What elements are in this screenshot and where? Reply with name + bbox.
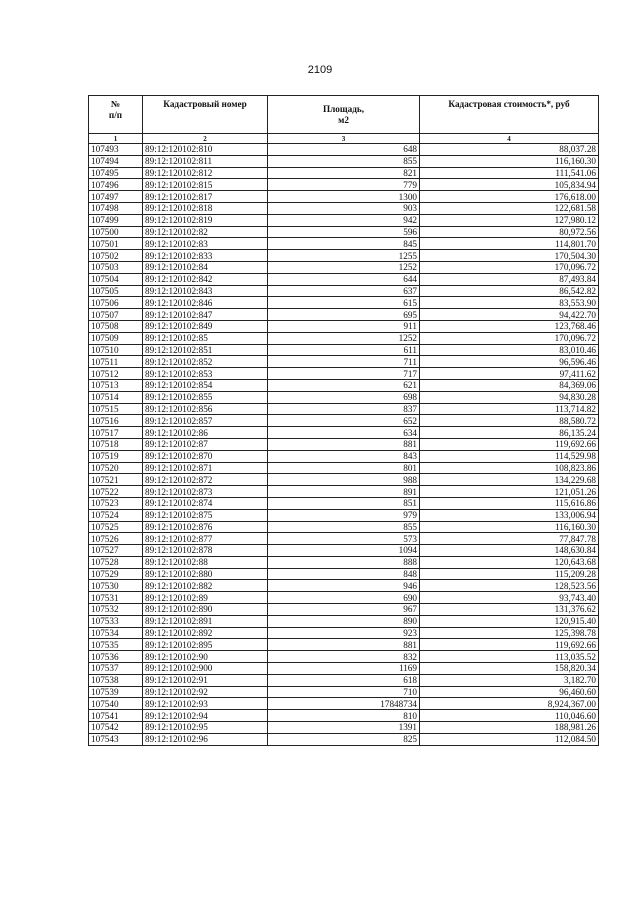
cadastral-number: 89:12:120102:815 — [143, 179, 268, 191]
area-value: 634 — [268, 427, 420, 439]
table-row — [89, 320, 599, 332]
row-number: 107515 — [89, 403, 143, 415]
header-cadastral-number: Кадастровый номер — [143, 96, 268, 134]
cadastral-value: 86,542.82 — [420, 285, 599, 297]
cadastral-value: 123,768.46 — [420, 320, 599, 332]
area-value: 832 — [268, 651, 420, 663]
area-value: 652 — [268, 415, 420, 427]
table-row — [89, 733, 599, 745]
table-row — [89, 486, 599, 498]
cadastral-value: 111,541.06 — [420, 167, 599, 179]
cadastral-value: 83,553.90 — [420, 297, 599, 309]
row-number: 107518 — [89, 438, 143, 450]
cadastral-value: 170,096.72 — [420, 332, 599, 344]
area-value: 845 — [268, 238, 420, 250]
cadastral-number: 89:12:120102:851 — [143, 344, 268, 356]
table-row — [89, 698, 599, 710]
cadastral-number: 89:12:120102:88 — [143, 556, 268, 568]
area-value: 851 — [268, 497, 420, 509]
table-row — [89, 722, 599, 734]
cadastral-number: 89:12:120102:843 — [143, 285, 268, 297]
cadastral-number: 89:12:120102:871 — [143, 462, 268, 474]
area-value: 911 — [268, 320, 420, 332]
area-value: 967 — [268, 604, 420, 616]
cadastral-value: 77,847.78 — [420, 533, 599, 545]
table-row — [89, 285, 599, 297]
area-value: 618 — [268, 674, 420, 686]
area-value: 843 — [268, 450, 420, 462]
cadastral-value: 88,037.28 — [420, 144, 599, 156]
cadastral-number: 89:12:120102:876 — [143, 521, 268, 533]
row-number: 107513 — [89, 379, 143, 391]
row-number: 107500 — [89, 226, 143, 238]
cadastral-value: 8,924,367.00 — [420, 698, 599, 710]
row-number: 107541 — [89, 710, 143, 722]
cadastral-number: 89:12:120102:895 — [143, 639, 268, 651]
cadastral-number: 89:12:120102:872 — [143, 474, 268, 486]
header-area-label: Площадь, — [322, 103, 365, 114]
table-row — [89, 391, 599, 403]
table-row — [89, 202, 599, 214]
column-index: 4 — [420, 134, 599, 144]
cadastral-number: 89:12:120102:812 — [143, 167, 268, 179]
area-value: 1300 — [268, 191, 420, 203]
area-value: 903 — [268, 202, 420, 214]
cadastral-number: 89:12:120102:84 — [143, 261, 268, 273]
area-value: 810 — [268, 710, 420, 722]
row-number: 107520 — [89, 462, 143, 474]
cadastral-number: 89:12:120102:85 — [143, 332, 268, 344]
area-value: 690 — [268, 592, 420, 604]
table-row — [89, 556, 599, 568]
cadastral-value: 170,096.72 — [420, 261, 599, 273]
cadastral-number: 89:12:120102:870 — [143, 450, 268, 462]
row-number: 107521 — [89, 474, 143, 486]
table-row — [89, 273, 599, 285]
cadastral-number: 89:12:120102:891 — [143, 615, 268, 627]
column-index-row — [89, 134, 599, 144]
cadastral-value: 121,051.26 — [420, 486, 599, 498]
table-row — [89, 627, 599, 639]
area-value: 17848734 — [268, 698, 420, 710]
cadastral-number: 89:12:120102:875 — [143, 509, 268, 521]
cadastral-value: 112,084.50 — [420, 733, 599, 745]
cadastral-value: 127,980.12 — [420, 214, 599, 226]
row-number: 107543 — [89, 733, 143, 745]
row-number: 107523 — [89, 497, 143, 509]
cadastral-value: 125,398.78 — [420, 627, 599, 639]
cadastral-value: 120,643.68 — [420, 556, 599, 568]
column-index: 2 — [143, 134, 268, 144]
row-number: 107519 — [89, 450, 143, 462]
area-value: 890 — [268, 615, 420, 627]
cadastral-number: 89:12:120102:857 — [143, 415, 268, 427]
table-row — [89, 297, 599, 309]
cadastral-number: 89:12:120102:818 — [143, 202, 268, 214]
cadastral-value: 188,981.26 — [420, 722, 599, 734]
cadastral-value: 114,529.98 — [420, 450, 599, 462]
cadastral-value: 176,618.00 — [420, 191, 599, 203]
cadastral-value: 158,820.34 — [420, 663, 599, 675]
row-number: 107529 — [89, 568, 143, 580]
row-number: 107531 — [89, 592, 143, 604]
cadastral-number: 89:12:120102:890 — [143, 604, 268, 616]
area-value: 1252 — [268, 261, 420, 273]
cadastral-number: 89:12:120102:89 — [143, 592, 268, 604]
row-number: 107542 — [89, 722, 143, 734]
cadastral-number: 89:12:120102:86 — [143, 427, 268, 439]
header-area — [268, 96, 420, 134]
cadastral-number: 89:12:120102:96 — [143, 733, 268, 745]
cadastral-value: 105,834.94 — [420, 179, 599, 191]
table-row — [89, 403, 599, 415]
table-row — [89, 309, 599, 321]
cadastral-number: 89:12:120102:819 — [143, 214, 268, 226]
table-row — [89, 545, 599, 557]
header-index-abbr: п/п — [108, 110, 123, 120]
table-row — [89, 521, 599, 533]
cadastral-number: 89:12:120102:856 — [143, 403, 268, 415]
cadastral-value: 113,714.82 — [420, 403, 599, 415]
row-number: 107495 — [89, 167, 143, 179]
cadastral-value: 114,801.70 — [420, 238, 599, 250]
row-number: 107504 — [89, 273, 143, 285]
header-area-unit: м2 — [338, 114, 349, 125]
cadastral-number: 89:12:120102:882 — [143, 580, 268, 592]
cadastral-number: 89:12:120102:878 — [143, 545, 268, 557]
cadastral-number: 89:12:120102:846 — [143, 297, 268, 309]
table-row — [89, 427, 599, 439]
area-value: 1094 — [268, 545, 420, 557]
area-value: 946 — [268, 580, 420, 592]
area-value: 923 — [268, 627, 420, 639]
row-number: 107499 — [89, 214, 143, 226]
cadastral-value: 88,580.72 — [420, 415, 599, 427]
row-number: 107526 — [89, 533, 143, 545]
area-value: 825 — [268, 733, 420, 745]
table-row — [89, 238, 599, 250]
row-number: 107538 — [89, 674, 143, 686]
table-row — [89, 214, 599, 226]
cadastral-value: 119,692.66 — [420, 639, 599, 651]
cadastral-value: 84,369.06 — [420, 379, 599, 391]
row-number: 107534 — [89, 627, 143, 639]
row-number: 107508 — [89, 320, 143, 332]
row-number: 107539 — [89, 686, 143, 698]
cadastral-value: 97,411.62 — [420, 368, 599, 380]
table-row — [89, 474, 599, 486]
area-value: 837 — [268, 403, 420, 415]
cadastral-value: 122,681.58 — [420, 202, 599, 214]
cadastral-number: 89:12:120102:873 — [143, 486, 268, 498]
cadastral-number: 89:12:120102:852 — [143, 356, 268, 368]
cadastral-value: 96,460.60 — [420, 686, 599, 698]
table-row — [89, 604, 599, 616]
cadastral-value: 94,830.28 — [420, 391, 599, 403]
header-index-symbol: № — [110, 99, 121, 109]
cadastral-number: 89:12:120102:92 — [143, 686, 268, 698]
cadastral-value: 119,692.66 — [420, 438, 599, 450]
row-number: 107514 — [89, 391, 143, 403]
row-number: 107532 — [89, 604, 143, 616]
area-value: 801 — [268, 462, 420, 474]
area-value: 644 — [268, 273, 420, 285]
header-index — [89, 96, 143, 134]
row-number: 107527 — [89, 545, 143, 557]
cadastral-number: 89:12:120102:83 — [143, 238, 268, 250]
row-number: 107535 — [89, 639, 143, 651]
cadastral-number: 89:12:120102:95 — [143, 722, 268, 734]
area-value: 611 — [268, 344, 420, 356]
table-row — [89, 533, 599, 545]
row-number: 107528 — [89, 556, 143, 568]
table-row — [89, 615, 599, 627]
page-number: 2109 — [307, 64, 333, 76]
row-number: 107497 — [89, 191, 143, 203]
row-number: 107507 — [89, 309, 143, 321]
table-row — [89, 568, 599, 580]
area-value: 979 — [268, 509, 420, 521]
table-row — [89, 686, 599, 698]
table-row — [89, 639, 599, 651]
area-value: 891 — [268, 486, 420, 498]
row-number: 107525 — [89, 521, 143, 533]
cadastral-number: 89:12:120102:90 — [143, 651, 268, 663]
area-value: 698 — [268, 391, 420, 403]
area-value: 711 — [268, 356, 420, 368]
table-row — [89, 179, 599, 191]
area-value: 881 — [268, 438, 420, 450]
cadastral-number: 89:12:120102:877 — [143, 533, 268, 545]
cadastral-value: 133,006.94 — [420, 509, 599, 521]
table-row — [89, 497, 599, 509]
row-number: 107516 — [89, 415, 143, 427]
area-value: 717 — [268, 368, 420, 380]
cadastral-number: 89:12:120102:880 — [143, 568, 268, 580]
table-row — [89, 332, 599, 344]
area-value: 848 — [268, 568, 420, 580]
cadastral-number: 89:12:120102:854 — [143, 379, 268, 391]
cadastral-value: 3,182.70 — [420, 674, 599, 686]
row-number: 107517 — [89, 427, 143, 439]
cadastral-number: 89:12:120102:811 — [143, 155, 268, 167]
cadastral-value: 170,504.30 — [420, 250, 599, 262]
table-row — [89, 580, 599, 592]
row-number: 107509 — [89, 332, 143, 344]
area-value: 988 — [268, 474, 420, 486]
table-row — [89, 167, 599, 179]
table-row — [89, 663, 599, 675]
row-number: 107506 — [89, 297, 143, 309]
table-row — [89, 450, 599, 462]
cadastral-value: 108,823.86 — [420, 462, 599, 474]
cadastral-number: 89:12:120102:833 — [143, 250, 268, 262]
table-row — [89, 261, 599, 273]
table-row — [89, 379, 599, 391]
cadastral-value: 110,046.60 — [420, 710, 599, 722]
area-value: 637 — [268, 285, 420, 297]
row-number: 107512 — [89, 368, 143, 380]
row-number: 107503 — [89, 261, 143, 273]
area-value: 855 — [268, 521, 420, 533]
cadastral-number: 89:12:120102:855 — [143, 391, 268, 403]
cadastral-value: 96,596.46 — [420, 356, 599, 368]
cadastral-value: 128,523.56 — [420, 580, 599, 592]
cadastral-value: 113,035.52 — [420, 651, 599, 663]
area-value: 1391 — [268, 722, 420, 734]
column-index: 3 — [268, 134, 420, 144]
area-value: 621 — [268, 379, 420, 391]
cadastral-number: 89:12:120102:810 — [143, 144, 268, 156]
area-value: 821 — [268, 167, 420, 179]
area-value: 695 — [268, 309, 420, 321]
table-row — [89, 438, 599, 450]
cadastral-number: 89:12:120102:842 — [143, 273, 268, 285]
cadastral-number: 89:12:120102:94 — [143, 710, 268, 722]
cadastral-value: 93,743.40 — [420, 592, 599, 604]
column-index: 1 — [89, 134, 143, 144]
area-value: 942 — [268, 214, 420, 226]
area-value: 710 — [268, 686, 420, 698]
cadastral-value: 148,630.84 — [420, 545, 599, 557]
row-number: 107494 — [89, 155, 143, 167]
cadastral-value: 131,376.62 — [420, 604, 599, 616]
area-value: 615 — [268, 297, 420, 309]
cadastral-value: 116,160.30 — [420, 521, 599, 533]
cadastral-value: 80,972.56 — [420, 226, 599, 238]
row-number: 107493 — [89, 144, 143, 156]
cadastral-number: 89:12:120102:853 — [143, 368, 268, 380]
cadastral-number: 89:12:120102:874 — [143, 497, 268, 509]
table-row — [89, 344, 599, 356]
area-value: 573 — [268, 533, 420, 545]
area-value: 779 — [268, 179, 420, 191]
table-row — [89, 155, 599, 167]
cadastral-value: 83,010.46 — [420, 344, 599, 356]
table-row — [89, 592, 599, 604]
table-row — [89, 415, 599, 427]
area-value: 1255 — [268, 250, 420, 262]
row-number: 107501 — [89, 238, 143, 250]
row-number: 107540 — [89, 698, 143, 710]
cadastral-number: 89:12:120102:900 — [143, 663, 268, 675]
row-number: 107533 — [89, 615, 143, 627]
cadastral-number: 89:12:120102:87 — [143, 438, 268, 450]
area-value: 855 — [268, 155, 420, 167]
area-value: 888 — [268, 556, 420, 568]
row-number: 107536 — [89, 651, 143, 663]
cadastral-value: 94,422.70 — [420, 309, 599, 321]
cadastral-number: 89:12:120102:91 — [143, 674, 268, 686]
table-row — [89, 356, 599, 368]
cadastral-value: 116,160.30 — [420, 155, 599, 167]
row-number: 107524 — [89, 509, 143, 521]
table-row — [89, 651, 599, 663]
area-value: 1252 — [268, 332, 420, 344]
table-header-row — [89, 96, 599, 134]
table-row — [89, 144, 599, 156]
table-row — [89, 674, 599, 686]
cadastral-number: 89:12:120102:817 — [143, 191, 268, 203]
cadastral-number: 89:12:120102:847 — [143, 309, 268, 321]
cadastral-table — [88, 95, 599, 746]
table-row — [89, 250, 599, 262]
table-row — [89, 462, 599, 474]
row-number: 107537 — [89, 663, 143, 675]
row-number: 107496 — [89, 179, 143, 191]
row-number: 107505 — [89, 285, 143, 297]
row-number: 107510 — [89, 344, 143, 356]
cadastral-value: 120,915.40 — [420, 615, 599, 627]
cadastral-value: 115,616.86 — [420, 497, 599, 509]
table-row — [89, 226, 599, 238]
table-row — [89, 368, 599, 380]
cadastral-number: 89:12:120102:82 — [143, 226, 268, 238]
row-number: 107511 — [89, 356, 143, 368]
cadastral-number: 89:12:120102:849 — [143, 320, 268, 332]
cadastral-value: 86,135.24 — [420, 427, 599, 439]
area-value: 881 — [268, 639, 420, 651]
area-value: 648 — [268, 144, 420, 156]
table-body — [89, 144, 599, 746]
cadastral-value: 87,493.84 — [420, 273, 599, 285]
cadastral-number: 89:12:120102:892 — [143, 627, 268, 639]
row-number: 107498 — [89, 202, 143, 214]
table-row — [89, 191, 599, 203]
table-row — [89, 509, 599, 521]
cadastral-value: 115,209.28 — [420, 568, 599, 580]
cadastral-number: 89:12:120102:93 — [143, 698, 268, 710]
area-value: 596 — [268, 226, 420, 238]
header-cadastral-value: Кадастровая стоимость*, руб — [420, 96, 599, 134]
row-number: 107502 — [89, 250, 143, 262]
row-number: 107522 — [89, 486, 143, 498]
row-number: 107530 — [89, 580, 143, 592]
table-row — [89, 710, 599, 722]
area-value: 1169 — [268, 663, 420, 675]
cadastral-value: 134,229.68 — [420, 474, 599, 486]
